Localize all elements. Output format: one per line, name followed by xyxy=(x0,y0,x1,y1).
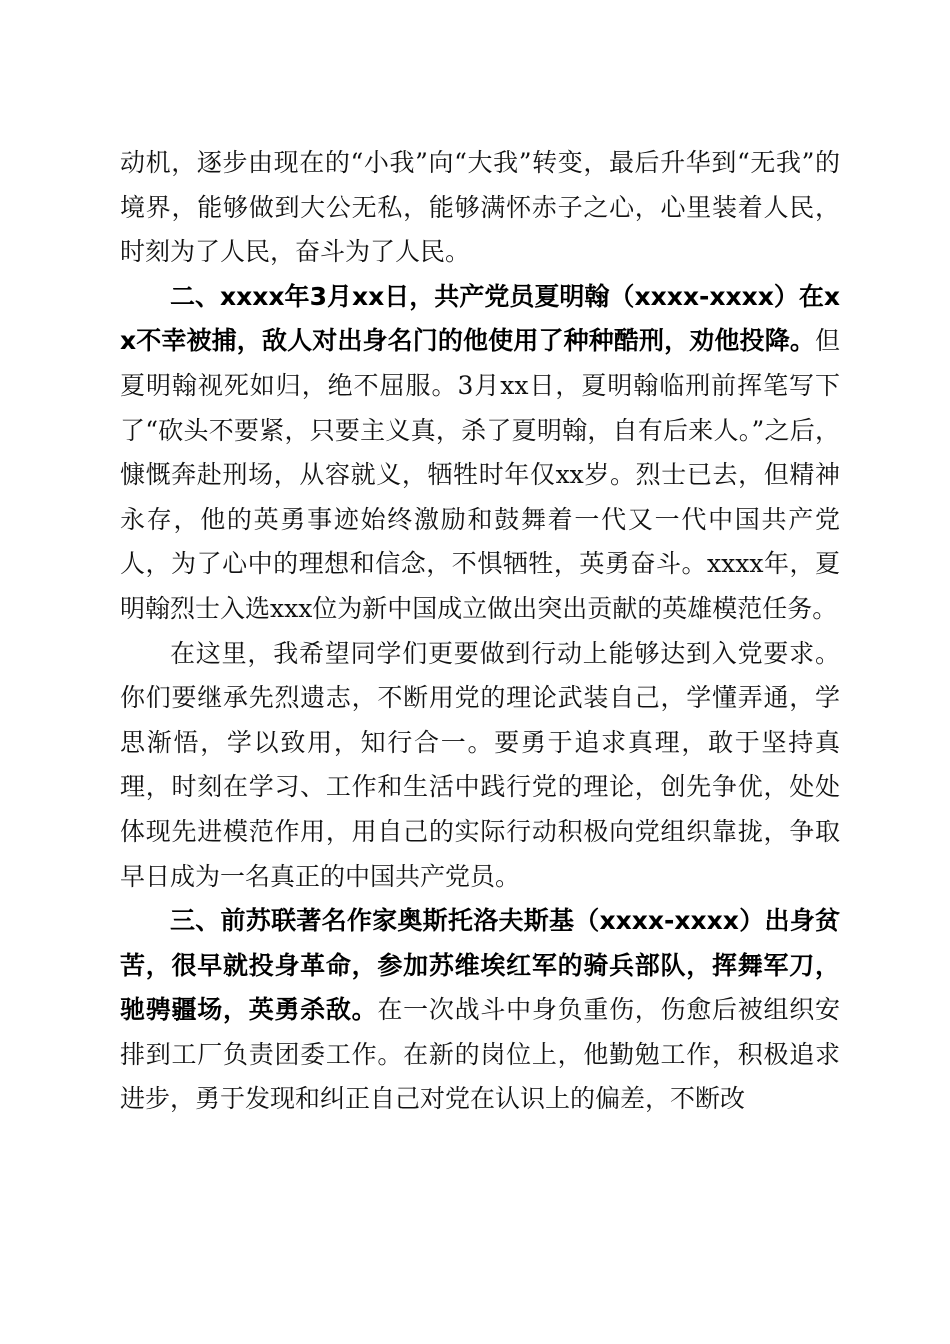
paragraph-section-two xyxy=(120,275,840,632)
paragraph-exhortation xyxy=(120,632,840,900)
paragraph-section-three xyxy=(120,899,840,1122)
paragraph-text: 但夏明翰视死如归，绝不屈服。3月xx日，夏明翰临刑前挥笔写下了“砍头不要紧，只要主义真，杀了夏明翰，自有后来人。”之后，慷慨奔赴刑场，从容就义，牺牲时年仅xx岁。烈士已去，但精神永存，他的英勇事迹始终激励和鼓舞着一代又一代中国共产党人，为了心中的理想和信念，不惧牺牲，英勇奋斗。xxxx年，夏明翰烈士入选xxx位为新中国成立做出突出贡献的英雄模范任务。 xyxy=(120,326,840,623)
paragraph-text: 在一次战斗中身负重伤，伤愈后被组织安排到工厂负责团委工作。在新的岗位上，他勤勉工作，积极追求进步，勇于发现和纠正自己对党在认识上的偏差，不断改 xyxy=(120,995,840,1114)
section-heading-three: 三、前苏联著名作家奥斯托洛夫斯基（xxxx-xxxx）出身贫苦，很早就投身革命，参加苏维埃红军的骑兵部队，挥舞军刀，驰骋疆场，英勇杀敌。 xyxy=(120,906,840,1025)
body-text xyxy=(120,141,840,1122)
paragraph-text: 动机，逐步由现在的“小我”向“大我”转变，最后升华到“无我”的境界，能够做到大公无私，能够满怀赤子之心，心里装着人民，时刻为了人民，奋斗为了人民。 xyxy=(120,148,840,267)
paragraph-text: 在这里，我希望同学们更要做到行动上能够达到入党要求。你们要继承先烈遗志，不断用党的理论武装自己，学懂弄通，学思渐悟，学以致用，知行合一。要勇于追求真理，敢于坚持真理，时刻在学习、工作和生活中践行党的理论，创先争优，处处体现先进模范作用，用自己的实际行动积极向党组织靠拢，争取早日成为一名真正的中国共产党员。 xyxy=(120,638,840,891)
paragraph-continuation xyxy=(120,141,840,275)
section-heading-two: 二、xxxx年3月xx日，共产党员夏明翰（xxxx-xxxx）在xx不幸被捕，敌人对出身名门的他使用了种种酷刑，劝他投降。 xyxy=(120,281,840,356)
